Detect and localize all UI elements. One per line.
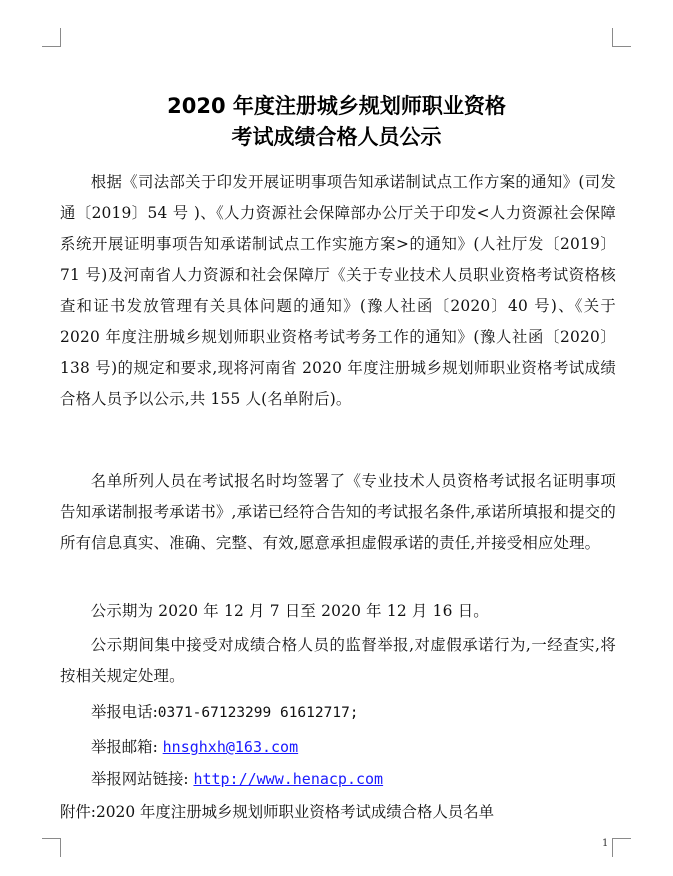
report-email-line [91, 735, 298, 757]
crop-mark-top-left [42, 28, 61, 47]
crop-mark-bottom-right [612, 838, 631, 857]
report-email-label: 举报邮箱: [91, 738, 158, 756]
report-website-label: 举报网站链接: [91, 770, 189, 788]
report-website-link[interactable]: http://www.henacp.com [193, 770, 384, 788]
report-phone-label: 举报电话: [91, 703, 158, 721]
report-website-line [91, 767, 383, 789]
page-number: 1 [602, 838, 609, 849]
paragraph-period: 公示期为 2020 年 12 月 7 日至 2020 年 12 月 16 日。 [90, 602, 489, 620]
crop-mark-bottom-left [42, 838, 61, 857]
document-title-line2: 考试成绩合格人员公示 [231, 125, 442, 149]
report-phone-line [91, 700, 359, 722]
paragraph-commitment: 名单所列人员在考试报名时均签署了《专业技术人员资格考试报名证明事项告知承诺制报考承诺书》,承诺已经符合告知的考试报名条件,承诺所填报和提交的所有信息真实、准确、完整、有效,愿意承担虚假承诺的责任,并接受相应处理。 [60, 472, 616, 552]
paragraph-supervision: 公示期间集中接受对成绩合格人员的监督举报,对虚假承诺行为,一经查实,将按相关规定处理。 [60, 636, 616, 685]
document-title-line1: 2020 年度注册城乡规划师职业资格 [167, 94, 506, 118]
crop-mark-top-right [612, 28, 631, 47]
paragraph-basis: 根据《司法部关于印发开展证明事项告知承诺制试点工作方案的通知》(司发通〔2019〕54 号 )、《人力资源社会保障部办公厅关于印发<人力资源社会保障系统开展证明事项告知承诺制试点工作实施方案>的通知》(人社厅发〔2019〕71 号)及河南省人力资源和社会保障厅《关于专业技术人员职业资格考试资格核查和证书发放管理有关具体问题的通知》(豫人社函〔2020〕40 号)、《关于 2020 年度注册城乡规划师职业资格考试考务工作的通知》(豫人社函〔2020〕138 号)的规定和要求,现将河南省 2020 年度注册城乡规划师职业资格考试成绩合格人员予以公示,共 155 人(名单附后)。 [60, 173, 616, 408]
attachment-note: 附件:2020 年度注册城乡规划师职业资格考试成绩合格人员名单 [60, 803, 495, 821]
report-phone-value: 0371-67123299 61612717; [157, 705, 359, 721]
report-email-link[interactable]: hnsghxh@163.com [162, 738, 299, 756]
